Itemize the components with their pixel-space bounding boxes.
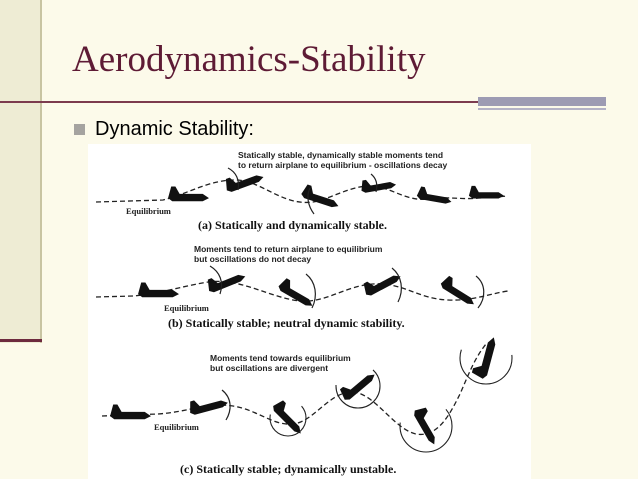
panel-a-caption: (a) Statically and dynamically stable.	[198, 218, 388, 232]
panel-b-note-line-2: but oscillations do not decay	[194, 254, 312, 264]
panel-b-equilibrium-label: Equilibrium	[164, 303, 209, 313]
panel-b-airplane-2	[205, 266, 246, 294]
panel-b-moment-arrow-4	[476, 276, 484, 308]
panel-a-airplane-6	[469, 186, 504, 199]
left-decor-foot	[0, 339, 42, 342]
panel-b-airplane-5	[439, 274, 479, 307]
panel-a-airplane-3	[300, 184, 341, 209]
bullet-text: Dynamic Stability:	[95, 118, 254, 140]
panel-c-caption: (c) Statically stable; dynamically unstable.	[180, 462, 397, 476]
panel-c-airplane-4	[338, 366, 377, 402]
panel-b-moment-arrow-3	[392, 268, 401, 302]
panel-a-equilibrium-label: Equilibrium	[126, 206, 171, 216]
slide-title: Aerodynamics-Stability	[72, 39, 426, 80]
title-underline	[0, 101, 478, 103]
panel-a-airplane-5	[416, 186, 453, 205]
panel-c-airplane-5	[412, 405, 444, 446]
stability-figure	[88, 144, 531, 479]
panel-c-note-line-1: Moments tend towards equilibrium	[210, 353, 351, 363]
panel-c-diagram	[102, 332, 512, 452]
square-bullet-icon	[74, 124, 85, 135]
title-accent-line	[478, 108, 606, 110]
panel-b-diagram	[96, 266, 508, 308]
panel-a-airplane-2	[223, 167, 264, 193]
panel-c-airplane-3	[271, 398, 308, 435]
panel-b-caption: (b) Statically stable; neutral dynamic stability.	[168, 316, 405, 330]
panel-c-airplane-2	[187, 392, 228, 416]
panel-c-airplane-1	[110, 405, 151, 420]
bullet-item	[74, 118, 254, 141]
left-decor-rule	[40, 0, 42, 343]
panel-b-airplane-1	[138, 283, 179, 298]
panel-c-equilibrium-label: Equilibrium	[154, 422, 199, 432]
panel-c-airplane-6	[471, 334, 497, 379]
panel-a-note-line-2: to return airplane to equilibrium - oscillations decay	[238, 160, 448, 170]
left-decor-band	[0, 0, 40, 343]
panel-a-note-line-1: Statically stable, dynamically stable moments tend	[238, 150, 444, 160]
title-accent-bar	[478, 97, 606, 106]
panel-a-airplane-1	[168, 187, 209, 202]
panel-b-note-line-1: Moments tend to return airplane to equilibrium	[194, 244, 383, 254]
panel-c-note-line-2: but oscillations are divergent	[210, 363, 329, 373]
